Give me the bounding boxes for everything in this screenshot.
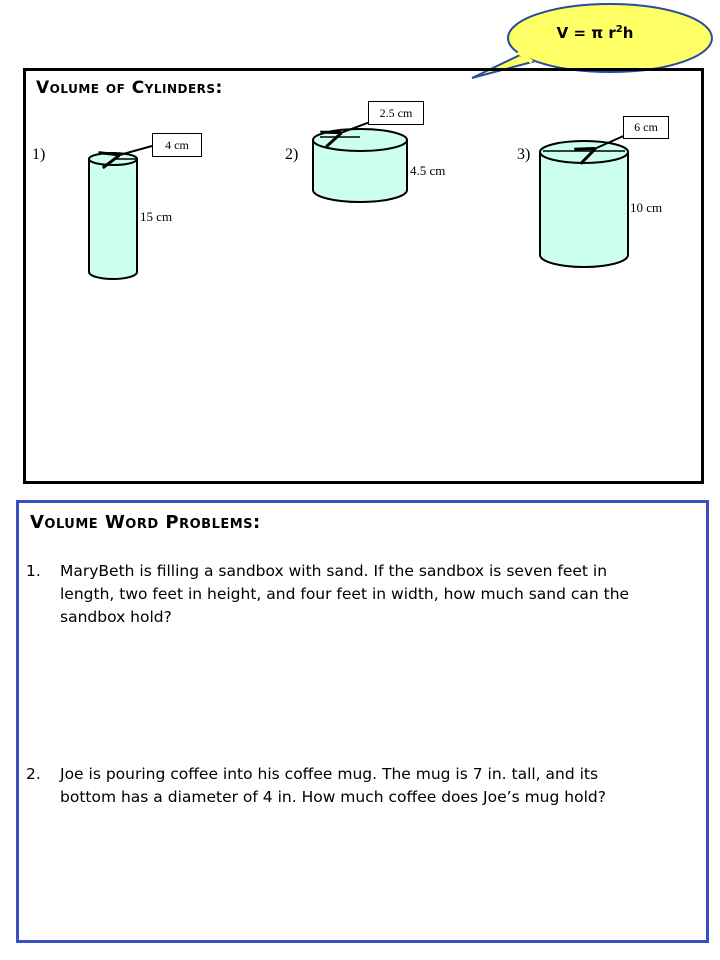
item-number-3: 3) bbox=[517, 146, 531, 163]
problem-1-number: 1. bbox=[26, 562, 41, 580]
cylinder-2 bbox=[313, 122, 407, 202]
cylinders-heading: Volume of Cylinders: bbox=[36, 78, 223, 98]
problem-2-line: bottom has a diameter of 4 in. How much coffee does Joe’s mug hold? bbox=[60, 788, 606, 806]
radius-label-3: 6 cm bbox=[623, 116, 669, 139]
problem-1-line: sandbox hold? bbox=[60, 608, 172, 626]
cylinder-3 bbox=[540, 134, 628, 267]
item-number-1: 1) bbox=[32, 146, 46, 163]
problem-2-number: 2. bbox=[26, 765, 41, 783]
radius-label-2: 2.5 cm bbox=[368, 101, 424, 125]
volume-formula: V = π $r^2h$ bbox=[556, 24, 634, 42]
item-number-2: 2) bbox=[285, 146, 299, 163]
word-problems-heading: Volume Word Problems: bbox=[30, 512, 261, 533]
problem-1-line: MaryBeth is filling a sandbox with sand. If the sandbox is seven feet in bbox=[60, 562, 608, 580]
height-label-2: 4.5 cm bbox=[410, 163, 446, 178]
problem-2-line: Joe is pouring coffee into his coffee mug. The mug is 7 in. tall, and its bbox=[60, 765, 599, 783]
height-label-3: 10 cm bbox=[630, 200, 663, 215]
problem-1-line: length, two feet in height, and four feet in width, how much sand can the bbox=[60, 585, 630, 603]
radius-label-1: 4 cm bbox=[152, 133, 202, 157]
height-label-1: 15 cm bbox=[140, 209, 173, 224]
